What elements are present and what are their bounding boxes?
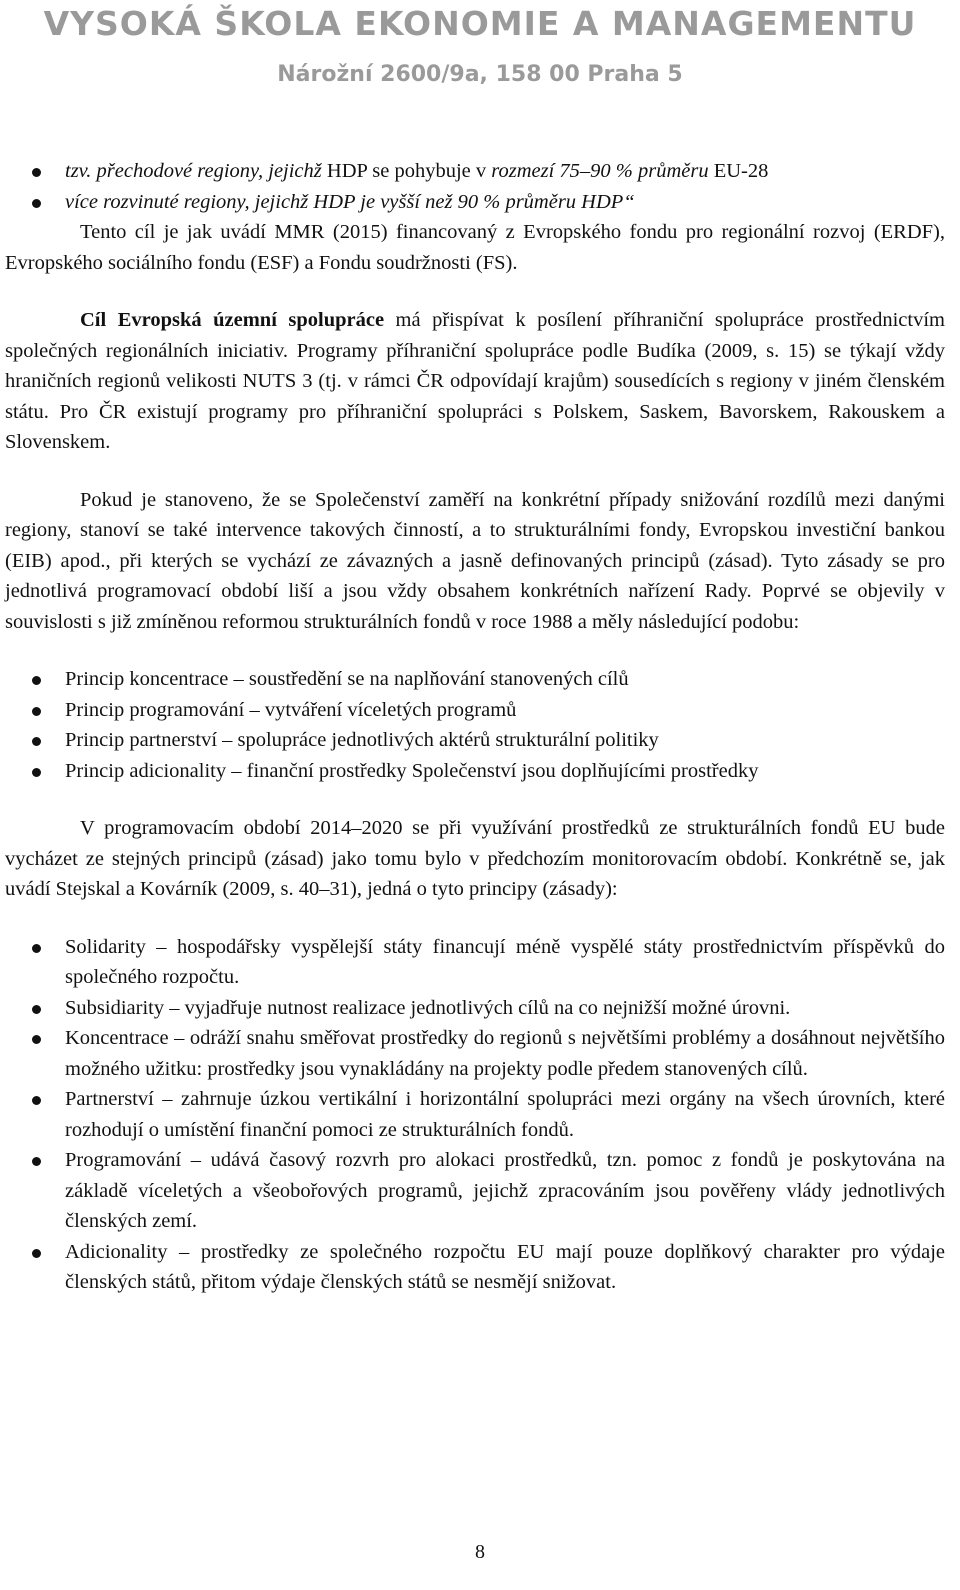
institution-address: Nárožní 2600/9a, 158 00 Praha 5 [277, 62, 683, 87]
list-item: více rozvinuté regiony, jejichž HDP je vyšší než 90 % průměru HDP“ [5, 187, 945, 218]
institution-title: VYSOKÁ ŠKOLA EKONOMIE A MANAGEMENTU [43, 4, 917, 43]
list-item: Princip partnerství – spolupráce jednotlivých aktérů strukturální politiky [5, 725, 945, 756]
paragraph-territorial-cooperation [5, 305, 945, 458]
paragraph-funding: Tento cíl je jak uvádí MMR (2015) financovaný z Evropského fondu pro regionální rozvoj (ERDF), Evropského sociálního fondu (ESF) a Fondu soudržnosti (FS). [5, 221, 945, 274]
list-item: Princip adicionality – finanční prostředky Společenství jsou doplňujícími prostředky [5, 756, 945, 787]
paragraph-principles-intro: Pokud je stanoveno, že se Společenství zaměří na konkrétní případy snižování rozdílů mezi danými regiony, stanoví se také intervence takových činností, a to strukturálními fondy, Evropskou investiční bankou (EIB) apod., při kterých se vychází ze závazných a jasně definovaných principů (zásad). Tyto zásady se pro jednotlivá programovací období liší a jsou vždy obsahem konkrétních nařízení Rady. Poprvé se objevily v souvislosti s již zmíněnou reformou strukturálních fondů v roce 1988 a měly následující podobu: [5, 488, 945, 633]
list-item: Subsidiarity – vyjadřuje nutnost realizace jednotlivých cílů na co nejnižší možné úrovni. [5, 993, 945, 1024]
list-item: Koncentrace – odráží snahu směřovat prostředky do regionů s největšími problémy a dosáhnout největšího možného užitku: prostředky jsou vynakládány na projekty podle předem stanovených cílů. [5, 1023, 945, 1084]
list-item [5, 156, 945, 187]
bold-term: Cíl Evropská územní spolupráce [80, 309, 385, 331]
list-item: Princip programování – vytváření víceletých programů [5, 695, 945, 726]
principles-2014-list [5, 932, 945, 1298]
list-item-text: HDP se pohybuje v [321, 160, 492, 182]
list-item-text: EU-28 [708, 160, 769, 182]
list-item: Adicionality – prostředky ze společného rozpočtu EU mají pouze doplňkový charakter pro výdaje členských států, přitom výdaje členských států se nesmějí snižovat. [5, 1237, 945, 1298]
list-item-italic: přechodové regiony, jejichž [96, 160, 322, 182]
list-item: Programování – udává časový rozvrh pro alokaci prostředků, tzn. pomoc z fondů je poskytována na základě víceletých a všeobořových programů, jejichž zpracováním jsou pověřeny vlády jednotlivých členských zemí. [5, 1145, 945, 1237]
list-item: Partnerství – zahrnuje úzkou vertikální i horizontální spolupráci mezi orgány na všech úrovních, které rozhodují o umístění finanční pomoci ze strukturálních fondů. [5, 1084, 945, 1145]
principles-1988-list [5, 664, 945, 786]
list-item-italic: rozmezí 75–90 % průměru [491, 160, 709, 182]
list-item: Solidarity – hospodářsky vyspělejší státy financují méně vyspělé státy prostřednictvím příspěvků do společného rozpočtu. [5, 932, 945, 993]
page-header [0, 0, 960, 88]
page-number: 8 [475, 1541, 485, 1563]
paragraph-text: má přispívat k posílení příhraniční spolupráce prostřednictvím společných regionálních iniciativ. Programy příhraniční spolupráce podle Budíka (2009, s. 15) se týkají vždy hraničních regionů velikosti NUTS 3 (tj. v rámci ČR odpovídají krajům) sousedících s regiony v jiném členském státu. Pro ČR existují programy pro příhraniční spolupráci s Polskem, Saskem, Bavorskem, Rakouskem a Slovenskem. [5, 309, 945, 453]
paragraph-2014-2020: V programovacím období 2014–2020 se při využívání prostředků ze strukturálních fondů EU bude vycházet ze stejných principů (zásad) jako tomu bylo v předchozím monitorovacím období. Konkrétně se, jak uvádí Stejskal a Kovárník (2009, s. 40–31), jedná o tyto principy (zásady): [5, 817, 945, 900]
list-item-prefix: tzv. [65, 160, 97, 182]
regions-list [5, 156, 945, 217]
document-body [5, 156, 945, 1298]
list-item: Princip koncentrace – soustředění se na naplňování stanovených cílů [5, 664, 945, 695]
